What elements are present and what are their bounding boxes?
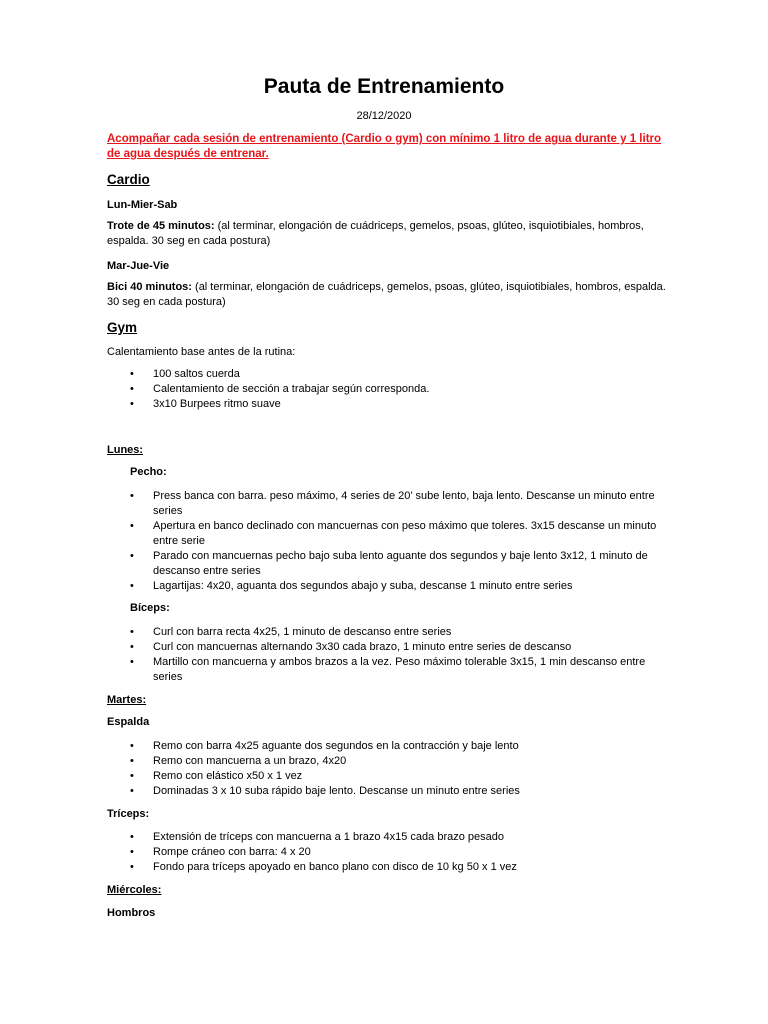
- bullet-icon: •: [130, 490, 134, 502]
- bullet-icon: •: [130, 785, 134, 797]
- bullet-icon: •: [130, 580, 134, 592]
- chest-label: Pecho:: [130, 466, 167, 478]
- list-item: • Press banca con barra. peso máximo, 4 series de 20’ sube lento, baja lento. Descanse un minuto entre series: [130, 490, 655, 517]
- triceps-list: [107, 830, 667, 875]
- cardio-days-1: Lun-Mier-Sab: [107, 199, 178, 211]
- cardio-routine-2-text: (al terminar, elongación de cuádriceps, gemelos, psoas, glúteo, isquiotibiales, hombros, espalda. 30 seg en cada postura): [107, 281, 666, 308]
- list-item: • Parado con mancuernas pecho bajo suba lento aguante dos segundos y baje lento 3x12, 1 minuto de descanso entre series: [130, 550, 648, 577]
- bullet-icon: •: [130, 368, 134, 380]
- cardio-heading: Cardio: [107, 172, 150, 187]
- triceps-label: Tríceps:: [107, 808, 150, 820]
- biceps-list: [107, 625, 667, 685]
- list-item: • Curl con mancuernas alternando 3x30 cada brazo, 1 minuto entre series de descanso: [130, 641, 572, 653]
- hydration-warning: Acompañar cada sesión de entrenamiento (Cardio o gym) con mínimo 1 litro de agua durante y 1 litro de agua después de entrenar.: [107, 133, 662, 160]
- shoulders-label: Hombros: [107, 907, 156, 919]
- chest-list: [107, 489, 667, 594]
- back-label: Espalda: [107, 716, 150, 728]
- bullet-icon: •: [130, 831, 134, 843]
- back-list: [107, 739, 667, 799]
- list-item: • Apertura en banco declinado con mancuernas con peso máximo que toleres. 3x15 descanse un minuto entre serie: [130, 520, 657, 547]
- bullet-icon: •: [130, 861, 134, 873]
- bullet-icon: •: [130, 770, 134, 782]
- cardio-routine-1: [107, 219, 667, 249]
- bullet-icon: •: [130, 550, 134, 562]
- cardio-routine-1-title: Trote de 45 minutos:: [107, 220, 215, 232]
- bullet-icon: •: [130, 398, 134, 410]
- bullet-icon: •: [130, 656, 134, 668]
- document-date: 28/12/2020: [356, 110, 412, 122]
- bullet-icon: •: [130, 755, 134, 767]
- biceps-label: Bíceps:: [130, 602, 170, 614]
- monday-heading: Lunes:: [107, 444, 144, 456]
- list-item: • Fondo para tríceps apoyado en banco plano con disco de 10 kg 50 x 1 vez: [130, 861, 517, 873]
- list-item: • Lagartijas: 4x20, aguanta dos segundos abajo y suba, descanse 1 minuto entre series: [130, 580, 573, 592]
- wednesday-heading: Miércoles:: [107, 884, 162, 896]
- bullet-icon: •: [130, 740, 134, 752]
- bullet-icon: •: [130, 846, 134, 858]
- list-item: • Calentamiento de sección a trabajar según corresponda.: [130, 383, 430, 395]
- list-item: • Martillo con mancuerna y ambos brazos a la vez. Peso máximo tolerable 3x15, 1 min descanso entre series: [130, 656, 646, 683]
- warmup-label: Calentamiento base antes de la rutina:: [107, 346, 296, 358]
- list-item: • 3x10 Burpees ritmo suave: [130, 398, 281, 410]
- warmup-list: [107, 367, 667, 412]
- list-item: • Rompe cráneo con barra: 4 x 20: [130, 846, 311, 858]
- bullet-icon: •: [130, 520, 134, 532]
- bullet-icon: •: [130, 641, 134, 653]
- tuesday-heading: Martes:: [107, 694, 147, 706]
- list-item: • Remo con barra 4x25 aguante dos segundos en la contracción y baje lento: [130, 740, 519, 752]
- bullet-icon: •: [130, 383, 134, 395]
- list-item: • Extensión de tríceps con mancuerna a 1 brazo 4x15 cada brazo pesado: [130, 831, 505, 843]
- list-item: • Remo con mancuerna a un brazo, 4x20: [130, 755, 347, 767]
- list-item: • Dominadas 3 x 10 suba rápido baje lento. Descanse un minuto entre series: [130, 785, 520, 797]
- page-title: Pauta de Entrenamiento: [263, 75, 505, 98]
- cardio-routine-1-text: (al terminar, elongación de cuádriceps, gemelos, psoas, glúteo, isquiotibiales, hombros, espalda. 30 seg en cada postura): [107, 220, 644, 247]
- gym-heading: Gym: [107, 320, 138, 335]
- cardio-routine-2: [107, 280, 667, 310]
- bullet-icon: •: [130, 626, 134, 638]
- list-item: • Curl con barra recta 4x25, 1 minuto de descanso entre series: [130, 626, 452, 638]
- list-item: • Remo con elástico x50 x 1 vez: [130, 770, 303, 782]
- cardio-days-2: Mar-Jue-Vie: [107, 260, 170, 272]
- cardio-routine-2-title: Bici 40 minutos:: [107, 281, 192, 293]
- list-item: • 100 saltos cuerda: [130, 368, 240, 380]
